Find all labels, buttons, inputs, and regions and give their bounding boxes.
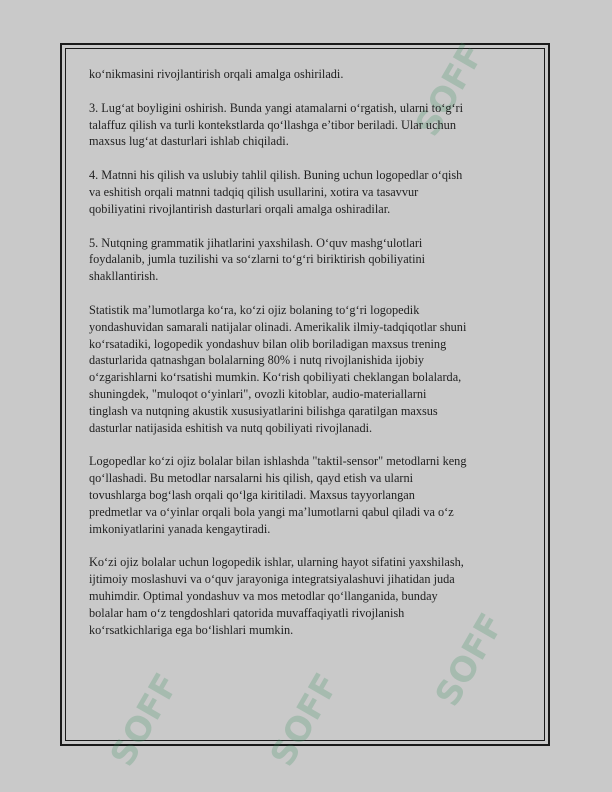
watermark-logo: SOFF — [262, 666, 348, 774]
paragraph — [89, 453, 529, 537]
paragraph — [89, 235, 529, 285]
watermark-logo: SOFF — [427, 606, 513, 714]
text-line: va eshitish orqali matnni tadqiq qilish usullarini, xotira va tasavvur — [89, 184, 419, 199]
paragraph — [89, 554, 529, 638]
text-line: 4. Matnni his qilish va uslubiy tahlil qilish. Buning uchun logopedlar o‘qish — [89, 168, 463, 183]
text-line: qo‘llashadi. Bu metodlar narsalarni his qilish, qayd etish va ularni — [89, 471, 414, 486]
text-line: muhimdir. Optimal yondashuv va mos metodlar qo‘llanganida, bunday — [89, 588, 438, 603]
text-line: 3. Lug‘at boyligini oshirish. Bunda yangi atamalarni o‘rgatish, ularni to‘g‘ri — [89, 100, 464, 115]
text-line: foydalanib, jumla tuzilishi va so‘zlarni to‘g‘ri biriktirish qobiliyatini — [89, 252, 426, 267]
text-line: Logopedlar ko‘zi ojiz bolalar bilan ishlashda "taktil-sensor" metodlarni keng — [89, 454, 467, 469]
paragraph — [89, 100, 529, 150]
text-line: talaffuz qilish va turli kontekstlarda qo‘llashga e’tibor beriladi. Ular uchun — [89, 117, 456, 132]
text-line: qobiliyatini rivojlantirish dasturlari orqali amalga oshiradilar. — [89, 201, 391, 216]
paragraph — [89, 66, 529, 83]
text-line: predmetlar va o‘yinlar orqali bola yangi ma’lumotlarni qabul qiladi va o‘z — [89, 504, 454, 519]
text-line: Ko‘zi ojiz bolalar uchun logopedik ishlar, ularning hayot sifatini yaxshilash, — [89, 555, 464, 570]
text-line: yondashuvidan samarali natijalar olinadi. Amerikalik ilmiy-tadqiqotlar shuni — [89, 319, 467, 334]
text-line: imkoniyatlarini yanada kengaytiradi. — [89, 521, 271, 536]
paragraph — [89, 302, 529, 436]
text-line: tinglash va nutqning akustik xususiyatlarini bilishga qaratilgan maxsus — [89, 403, 438, 418]
text-line: o‘zgarishlarni ko‘rsatishi mumkin. Ko‘rish qobiliyati cheklangan bolalarda, — [89, 370, 462, 385]
text-line: shakllantirish. — [89, 269, 159, 284]
text-line: bolalar ham o‘z tengdoshlari qatorida muvaffaqiyatli rivojlanish — [89, 605, 405, 620]
text-line: 5. Nutqning grammatik jihatlarini yaxshilash. O‘quv mashg‘ulotlari — [89, 235, 423, 250]
text-line: shuningdek, "muloqot o‘yinlari", ovozli kitoblar, audio-materiallarni — [89, 386, 427, 401]
text-line: ko‘rsatadiki, logopedik yondashuv bilan olib boriladigan maxsus trening — [89, 336, 447, 351]
text-line: tovushlarga bog‘lash orqali qo‘lga kiritiladi. Maxsus tayyorlangan — [89, 487, 415, 502]
text-line: Statistik ma’lumotlarga ko‘ra, ko‘zi ojiz bolaning to‘g‘ri logopedik — [89, 302, 420, 317]
text-line: ijtimoiy moslashuvi va o‘quv jarayoniga integratsiyalashuvi jihatidan juda — [89, 572, 455, 587]
text-line: maxsus lug‘at dasturlari ishlab chiqiladi. — [89, 134, 289, 149]
text-line: ko‘rsatkichlariga ega bo‘lishlari mumkin. — [89, 622, 294, 637]
paragraph — [89, 167, 529, 217]
watermark-logo: SOFF — [102, 666, 188, 774]
text-line: dasturlarida qatnashgan bolalarning 80% i nutq rivojlanishida ijobiy — [89, 353, 425, 368]
text-line: dasturlar natijasida eshitish va nutq qobiliyati rivojlanadi. — [89, 420, 373, 435]
document-body — [89, 66, 529, 655]
watermark-logo: SOFF — [407, 36, 493, 144]
text-line: ko‘nikmasini rivojlantirish orqali amalga oshiriladi. — [89, 67, 344, 81]
